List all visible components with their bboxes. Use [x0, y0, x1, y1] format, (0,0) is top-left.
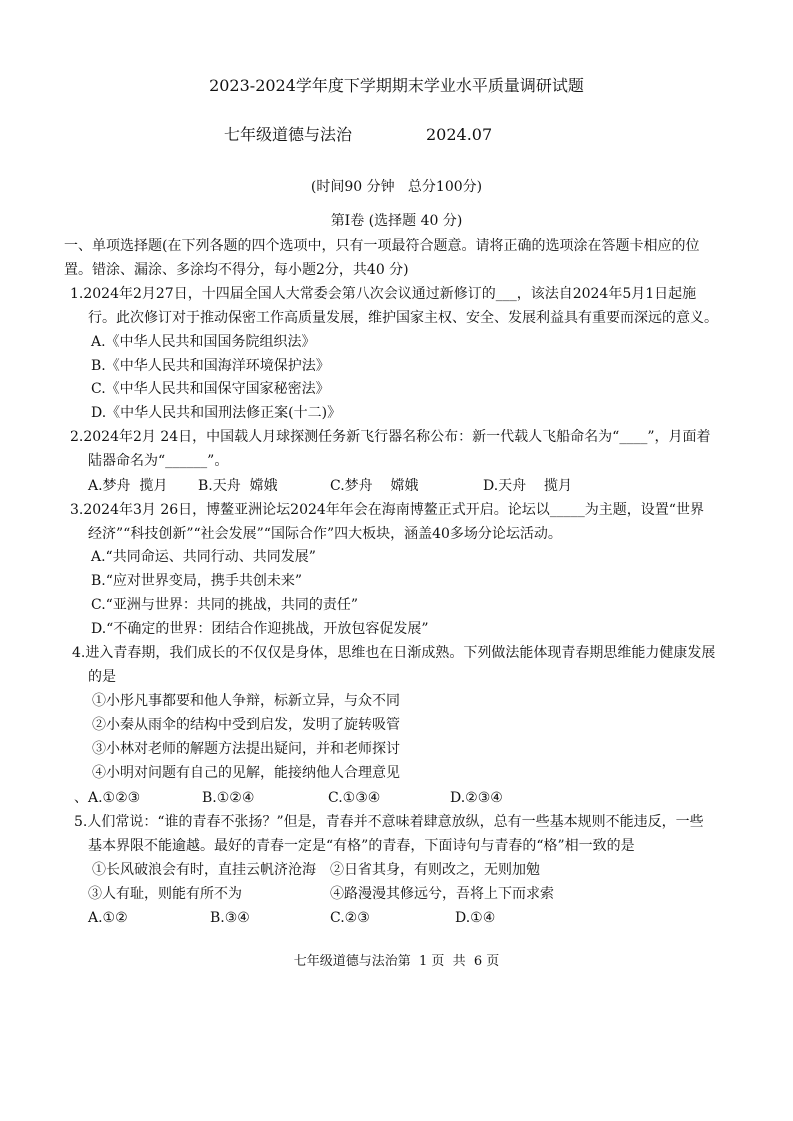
question-1-cont: 行。此次修订对于推动保密工作高质量发展，维护国家主权、安全、发展利益具有重要而深远的意义。 [88, 310, 718, 326]
q3-option-a: A.“共同命运、共同行动、共同发展” [91, 549, 316, 565]
q5-option-d: D.①④ [455, 910, 496, 926]
question-2-cont: 陆器命名为“______”。 [88, 453, 229, 469]
q4-option-d: D.②③④ [450, 790, 503, 806]
q5-option-c: C.②③ [330, 910, 370, 926]
q2-option-a: A.梦舟 揽月 [88, 478, 168, 494]
time-info: (时间90 分钟 总分100分) [310, 179, 483, 195]
q3-option-d: D.“不确定的世界：团结合作迎挑战，开放包容促发展” [91, 621, 429, 637]
subject-name: 七年级道德与法治 [224, 125, 353, 144]
question-5-cont: 基本界限不能逾越。最好的青春一定是“有格”的青春，下面诗句与青春的“格”相一致的是 [88, 838, 635, 854]
q3-option-b: B.“应对世界变局，携手共创未来” [91, 573, 303, 589]
exam-title: 2023-2024学年度下学期期末学业水平质量调研试题 [209, 76, 584, 95]
q2-option-c: C.梦舟 嫦娥 [330, 478, 419, 494]
question-4-cont: 的是 [88, 669, 116, 685]
q5-statement-2: ②日省其身，有则改之，无则加勉 [330, 862, 540, 878]
page-footer: 七年级道德与法治第 1 页 共 6 页 [293, 954, 500, 969]
q4-statement-4: ④小明对问题有自己的见解，能接纳他人合理意见 [92, 765, 400, 781]
question-3: 3.2024年3月 26日，博鳌亚洲论坛2024年年会在海南博鳌正式开启。论坛以_____为主题，设置“世界 [70, 502, 704, 518]
exam-date: 2024.07 [426, 125, 493, 144]
question-2: 2.2024年2月 24日，中国载人月球探测任务新飞行器名称公布：新一代载人飞船命名为“____”，月面着 [70, 429, 711, 445]
q3-option-c: C.“亚洲与世界：共同的挑战，共同的责任” [91, 597, 358, 613]
q4-option-c: C.①③④ [328, 790, 381, 806]
q5-option-b: B.③④ [210, 910, 250, 926]
question-4: 4.进入青春期，我们成长的不仅仅是身体，思维也在日渐成熟。下列做法能体现青春期思维能力健康发展 [72, 645, 716, 661]
q1-option-a: A.《中华人民共和国国务院组织法》 [91, 334, 316, 350]
q4-statement-1: ①小彤凡事都要和他人争辩，标新立异，与众不同 [92, 693, 400, 709]
section-instruction: 一、单项选择题(在下列各题的四个选项中，只有一项最符合题意。请将正确的选项涂在答题卡相应的位 [64, 238, 700, 254]
q5-statement-3: ③人有耻，则能有所不为 [88, 886, 242, 902]
q5-statement-1: ①长风破浪会有时，直挂云帆济沧海 [92, 862, 316, 878]
q4-statement-3: ③小林对老师的解题方法提出疑问，并和老师探讨 [92, 741, 400, 757]
q5-option-a: A.①② [88, 910, 128, 926]
question-5: 5.人们常说：“谁的青春不张扬？”但是，青春并不意味着肆意放纵，总有一些基本规则不能违反，一些 [74, 814, 704, 830]
q1-option-d: D.《中华人民共和国刑法修正案(十二)》 [91, 405, 342, 421]
q5-statement-4: ④路漫漫其修远兮，吾将上下而求索 [330, 886, 554, 902]
section-instruction-cont: 置。错涂、漏涂、多涂均不得分，每小题2分，共40 分) [64, 262, 409, 278]
q1-option-b: B.《中华人民共和国海洋环境保护法》 [91, 358, 330, 374]
question-3-cont: 经济”“科技创新”“社会发展”“国际合作”四大板块，涵盖40多场分论坛活动。 [88, 526, 562, 542]
q4-statement-2: ②小秦从雨伞的结构中受到启发，发明了旋转吸管 [92, 717, 400, 733]
q2-option-b: B.天舟 嫦娥 [198, 478, 278, 494]
q1-option-c: C.《中华人民共和国保守国家秘密法》 [91, 381, 330, 397]
q4-option-a: 、A.①②③ [74, 790, 141, 806]
q2-option-d: D.天舟 揽月 [483, 478, 572, 494]
question-1: 1.2024年2月27日，十四届全国人大常委会第八次会议通过新修订的___，该法自2024年5月1日起施 [70, 286, 697, 302]
section-title: 第Ⅰ卷 (选择题 40 分) [330, 213, 463, 229]
q4-option-b: B.①②④ [202, 790, 255, 806]
